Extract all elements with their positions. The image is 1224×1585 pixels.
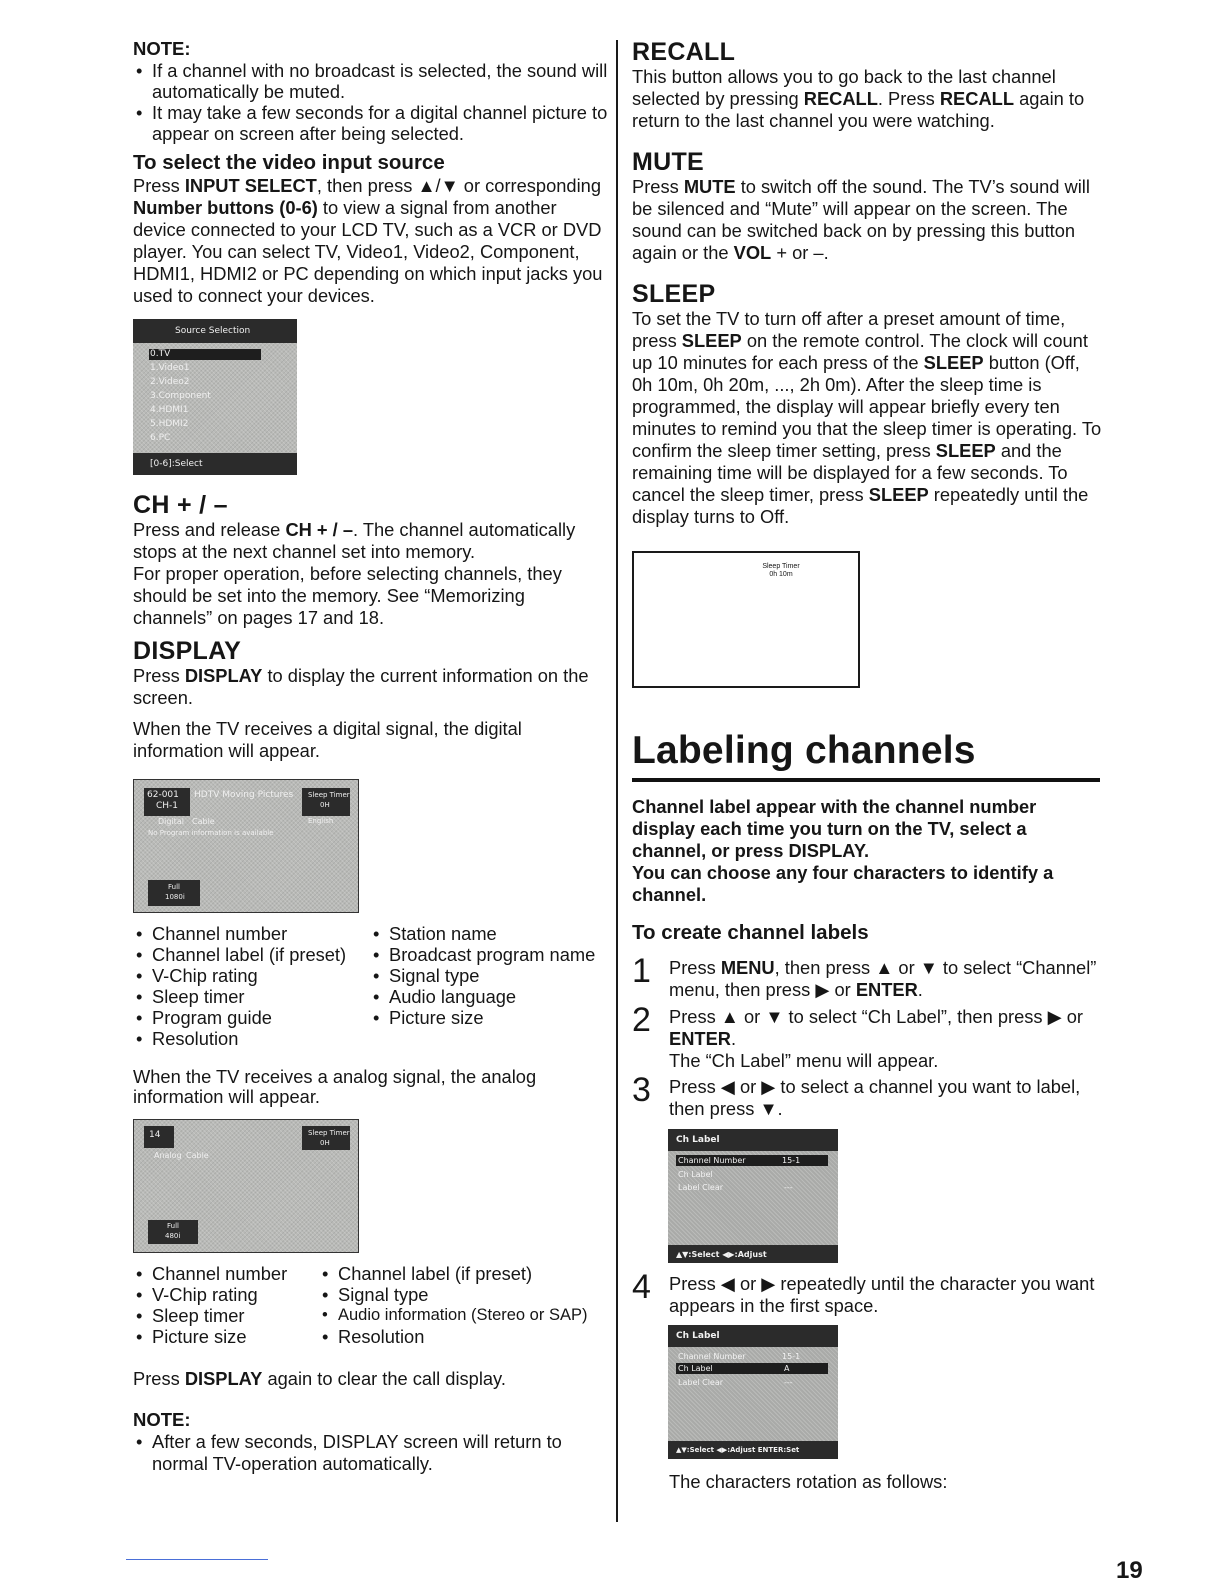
list-item: • Sleep timer xyxy=(133,1305,319,1326)
display-heading: DISPLAY xyxy=(133,637,242,665)
screen-size: Full xyxy=(168,883,180,891)
source-item: 1.Video1 xyxy=(150,363,190,373)
screen-sleep: Sleep Timer xyxy=(308,791,350,799)
labeling-title: Labeling channels xyxy=(632,729,976,772)
step-number: 1 xyxy=(632,952,651,990)
screen-footer: [0-6]:Select xyxy=(150,459,203,469)
list-item: • Signal type xyxy=(319,1284,587,1305)
left-column xyxy=(133,38,608,1475)
screen-title: Ch Label xyxy=(676,1135,720,1145)
screen-row-value: 15-1 xyxy=(782,1352,801,1361)
step-1: 1 Press MENU, then press ▲ or ▼ to select “Channel” menu, then press ▶ or ENTER. xyxy=(632,952,1097,1000)
analog-intro: When the TV receives a analog signal, the analog information will appear. xyxy=(133,1066,537,1107)
step-2: 2 Press ▲ or ▼ to select “Ch Label”, then press ▶ or ENTER. The “Ch Label” menu will appear. xyxy=(632,1001,1083,1071)
screen-footer: ▲▼:Select ◀▶:Adjust ENTER:Set xyxy=(676,1446,800,1454)
list-item: • Channel number xyxy=(133,923,370,944)
source-item: 5.HDMI2 xyxy=(150,419,189,429)
note-title: NOTE: xyxy=(133,38,191,59)
screen-row: Channel Number xyxy=(678,1156,746,1165)
source-item: 6.PC xyxy=(150,433,171,443)
list-item: • After a few seconds, DISPLAY screen will return to normal TV-operation automatically. xyxy=(133,1431,608,1475)
screen-row: Label Clear xyxy=(678,1378,724,1387)
list-item: • V-Chip rating xyxy=(133,1284,319,1305)
ch-paragraph: Press and release CH + / –. The channel automatically stops at the next channel set into memory. xyxy=(133,519,576,562)
step-4: 4 Press ◀ or ▶ repeatedly until the character you want appears in the first space. xyxy=(632,1268,1095,1316)
list-item: • Station name xyxy=(370,923,595,944)
list-item: • Audio information (Stereo or SAP) xyxy=(319,1305,587,1326)
page-number: 19 xyxy=(1116,1557,1143,1584)
analog-info-list xyxy=(133,1263,608,1347)
list-item: • Channel label (if preset) xyxy=(133,944,370,965)
screen-row-value: --- xyxy=(784,1183,793,1192)
list-item: • Audio language xyxy=(370,986,595,1007)
ch-paragraph-2: For proper operation, before selecting channels, they should be set into the memory. See “Memorizing channels” on pages 17 and 18. xyxy=(133,563,562,628)
list-item: • Broadcast program name xyxy=(370,944,595,965)
list-item: • Program guide xyxy=(133,1007,370,1028)
labeling-intro: Channel label appear with the channel number display each time you turn on the TV, select a channel, or press DISPLAY. You can choose any four characters to identify a channel. xyxy=(632,796,1054,905)
video-input-paragraph: Press INPUT SELECT, then press ▲/▼ or corresponding Number buttons (0-6) to view a signal from another device connected to your LCD TV, such as a VCR or DVD player. You can select TV, Video1, Video2, Component, HDMI1, HDMI2 or PC depending on which input jacks you used to connect your devices. xyxy=(133,175,603,306)
list-item: • Channel label (if preset) xyxy=(319,1263,587,1284)
sleep-timer-label: Sleep Timer 0h 10m xyxy=(762,563,800,578)
column-divider xyxy=(616,40,618,1522)
note-block-1 xyxy=(133,38,608,144)
list-item: • Picture size xyxy=(370,1007,595,1028)
list-item: • Channel number xyxy=(133,1263,319,1284)
screen-size: Full xyxy=(167,1222,179,1230)
characters-rotation-text: The characters rotation as follows: xyxy=(669,1471,948,1492)
screen-row: Ch Label xyxy=(678,1364,713,1373)
screen-row-value: --- xyxy=(784,1378,793,1387)
list-item: • Sleep timer xyxy=(133,986,370,1007)
source-item: 3.Component xyxy=(150,391,211,401)
list-item: • Picture size xyxy=(133,1326,319,1347)
screen-ch-label: CH-1 xyxy=(156,801,179,811)
screen-sleep-value: 0H xyxy=(320,801,330,809)
digital-display-screen xyxy=(133,779,359,913)
step-3: 3 Press ◀ or ▶ to select a channel you want to label, then press ▼. xyxy=(632,1071,1081,1119)
screen-footer: ▲▼:Select ◀▶:Adjust xyxy=(676,1250,767,1259)
screen-title: Source Selection xyxy=(175,326,251,336)
analog-display-screen xyxy=(133,1119,359,1253)
screen-signal: Analog xyxy=(154,1151,182,1160)
recall-heading: RECALL xyxy=(632,38,736,66)
digital-list-right xyxy=(370,923,595,1049)
ch-label-screen-2 xyxy=(668,1325,838,1459)
analog-list-left xyxy=(133,1263,319,1347)
screen-audio: English xyxy=(308,817,334,825)
screen-row: Label Clear xyxy=(678,1183,724,1192)
title-rule xyxy=(632,778,1100,782)
screen-channel: 62-001 xyxy=(147,790,179,800)
screen-sleep-value: 0H xyxy=(320,1139,330,1147)
list-item: • Resolution xyxy=(319,1326,587,1347)
right-column xyxy=(632,38,1102,1493)
screen-no-info: No Program information is available xyxy=(148,829,274,837)
screen-sleep: Sleep Timer xyxy=(308,1129,350,1137)
list-item: • Resolution xyxy=(133,1028,370,1049)
footer-line xyxy=(126,1559,268,1560)
clear-display-paragraph: Press DISPLAY again to clear the call display. xyxy=(133,1368,506,1389)
screen-row: Channel Number xyxy=(678,1352,746,1361)
list-item: • Signal type xyxy=(370,965,595,986)
video-input-heading: To select the video input source xyxy=(133,151,445,174)
source-item: 4.HDMI1 xyxy=(150,405,189,415)
ch-heading: CH + / – xyxy=(133,491,228,519)
sleep-paragraph: To set the TV to turn off after a preset amount of time, press SLEEP on the remote control. The clock will count up 10 minutes for each press of the SLEEP button (Off, 0h 10m, 0h 20m, ..., 2h 0m). After the sleep time is programmed, the display will appear briefly every ten minutes to remind you that the sleep timer is operating. To confirm the sleep timer setting, press SLEEP and the remaining time will be displayed for a few seconds. To cancel the sleep timer, press SLEEP repeatedly until the display turns to Off. xyxy=(632,308,1102,527)
source-selection-screen xyxy=(133,319,297,475)
screen-row: Ch Label xyxy=(678,1170,713,1179)
sleep-heading: SLEEP xyxy=(632,280,716,308)
step-number: 3 xyxy=(632,1071,651,1109)
list-item: • V-Chip rating xyxy=(133,965,370,986)
screen-resolution: 1080i xyxy=(165,893,185,901)
list-item: • If a channel with no broadcast is selected, the sound will automatically be muted. xyxy=(133,60,608,102)
mute-paragraph: Press MUTE to switch off the sound. The TV’s sound will be silenced and “Mute” will appear on the screen. The sound can be switched back on by pressing this button again or the VOL + or –. xyxy=(632,176,1090,263)
screen-row-value: 15-1 xyxy=(782,1156,801,1165)
screen-cable: Cable xyxy=(186,1151,209,1160)
note-block-2 xyxy=(133,1409,608,1475)
note-list xyxy=(133,60,608,144)
source-item: 2.Video2 xyxy=(150,377,190,387)
digital-info-list xyxy=(133,923,608,1049)
source-item: 0.TV xyxy=(150,349,171,359)
recall-paragraph: This button allows you to go back to the last channel selected by pressing RECALL. Press RECALL again to return to the last channel you were watching. xyxy=(632,66,1085,131)
screen-title: Ch Label xyxy=(676,1331,720,1341)
mute-heading: MUTE xyxy=(632,148,705,176)
digital-intro: When the TV receives a digital signal, the digital information will appear. xyxy=(133,718,522,761)
note-title: NOTE: xyxy=(133,1409,191,1430)
sleep-timer-screen xyxy=(632,551,860,688)
display-paragraph: Press DISPLAY to display the current information on the screen. xyxy=(133,665,589,708)
note-list xyxy=(133,1431,608,1475)
screen-program: HDTV Moving Pictures xyxy=(194,790,294,800)
ch-label-screen-1 xyxy=(668,1129,838,1263)
screen-row-value: A xyxy=(784,1364,790,1373)
screen-resolution: 480i xyxy=(165,1232,181,1240)
digital-list-left xyxy=(133,923,370,1049)
step-number: 4 xyxy=(632,1268,651,1306)
list-item: • It may take a few seconds for a digital channel picture to appear on screen after being selected. xyxy=(133,102,608,144)
screen-cable: Cable xyxy=(192,817,215,826)
create-labels-heading: To create channel labels xyxy=(632,921,869,944)
screen-signal: Digital xyxy=(158,817,184,826)
analog-list-right xyxy=(319,1263,587,1347)
screen-channel: 14 xyxy=(149,1130,161,1140)
step-number: 2 xyxy=(632,1001,651,1039)
